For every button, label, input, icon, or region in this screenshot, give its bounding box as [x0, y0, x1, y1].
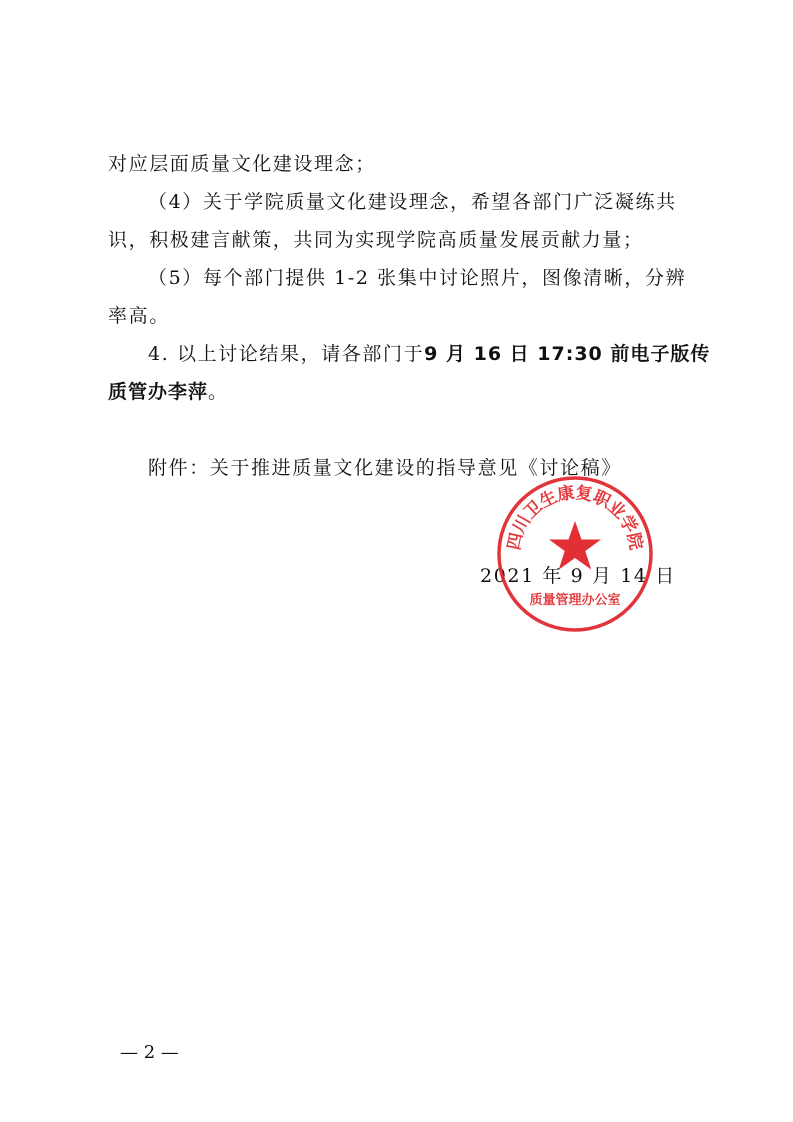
body-line-6 [148, 342, 710, 366]
official-seal [492, 474, 658, 634]
page-number: — 2 — [120, 1042, 179, 1063]
seal-arc-char: 复 [574, 483, 594, 506]
seal-arc-char: 职 [589, 486, 614, 513]
seal-arc-char: 业 [603, 496, 630, 524]
seal-arc-char: 四 [504, 531, 528, 552]
body-line-6-text: 4. 以上讨论结果，请各部门于 [148, 343, 425, 365]
seal-bottom-text: 质量管理办公室 [529, 593, 621, 608]
seal-star-icon [549, 521, 601, 570]
body-line-3: 识，积极建言献策，共同为实现学院高质量发展贡献力量； [108, 229, 644, 251]
seal-arc-char: 生 [536, 486, 561, 513]
body-line-7 [108, 380, 229, 404]
seal-arc-char: 卫 [520, 496, 547, 524]
contact-emphasis: 质管办李萍 [108, 381, 209, 403]
seal-arc-char: 院 [622, 531, 646, 552]
seal-arc-char: 康 [556, 483, 576, 506]
body-line-5: 率高。 [108, 305, 170, 327]
body-line-2: （4）关于学院质量文化建设理念，希望各部门广泛凝练共 [148, 191, 677, 213]
seal-arc-char: 川 [509, 512, 536, 537]
body-line-1: 对应层面质量文化建设理念； [108, 153, 376, 175]
body-line-7-suffix: 。 [208, 381, 229, 403]
signature-date: 2021 年 9 月 14 日 [480, 565, 676, 587]
deadline-emphasis: 9 月 16 日 17:30 前电子版传 [424, 343, 711, 365]
seal-arc-char: 学 [614, 512, 641, 537]
attachment-line: 附件：关于推进质量文化建设的指导意见《讨论稿》 [148, 457, 622, 479]
body-line-4: （5）每个部门提供 1-2 张集中讨论照片，图像清晰，分辨 [148, 267, 687, 289]
